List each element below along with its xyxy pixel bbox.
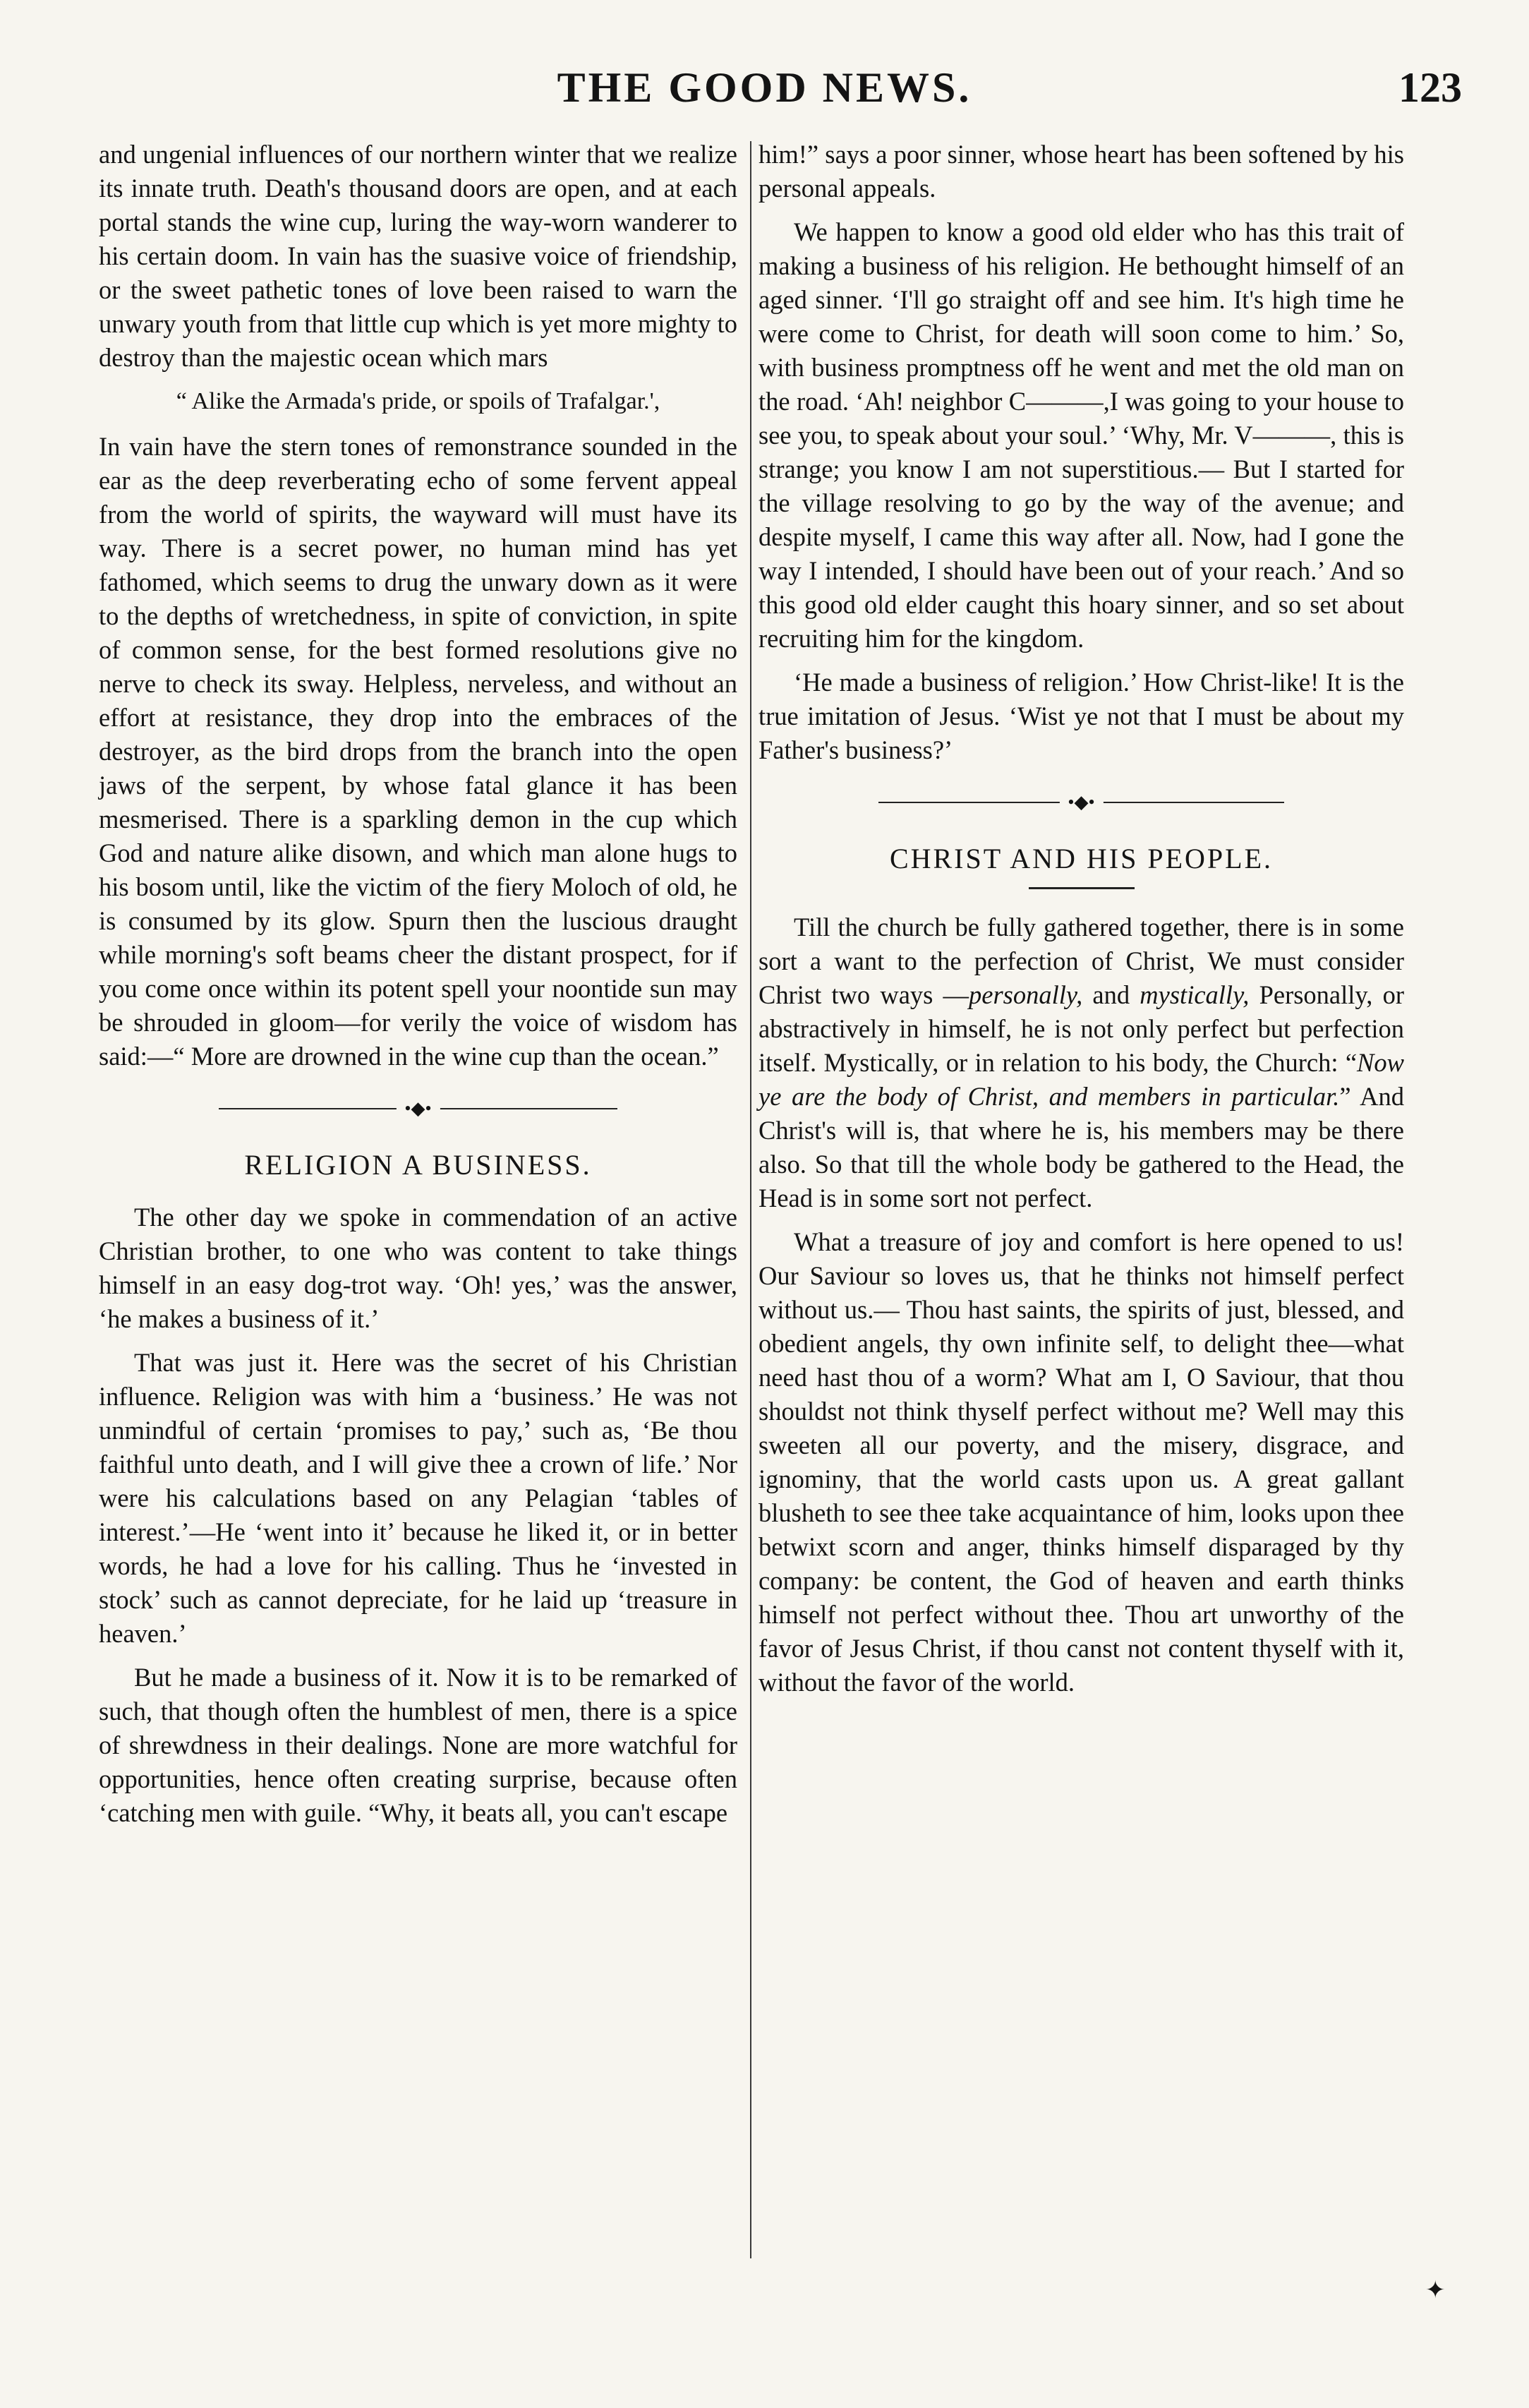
divider-ornament: •◆• (1059, 788, 1103, 817)
emphasis-text: personally, (969, 980, 1083, 1009)
right-column (759, 138, 1404, 1709)
divider-ornament: •◆• (396, 1095, 440, 1123)
section-divider (759, 788, 1404, 817)
scripture-quote: Now ye are the body of Christ, and members in particular. (759, 1048, 1404, 1111)
article-paragraph: The other day we spoke in commendation of an active Christian brother, to one who was content to take things himself in an easy dog-trot way. ‘Oh! yes,’ was the answer, ‘he makes a business of it.’ (99, 1203, 737, 1333)
article-paragraph: and ungenial influences of our northern winter that we realize its innate truth. Death's thousand doors are open, and at each portal stands the wine cup, luring the way-worn wanderer to his certain doom. In vain has the suasive voice of friendship, or the sweet pathetic tones of love been raised to warn the unwary youth from that little cup which is yet more mighty to destroy than the majestic ocean which mars (99, 140, 737, 372)
page-number: 123 (1398, 64, 1462, 111)
article-paragraph: What a treasure of joy and comfort is here opened to us! Our Saviour so loves us, that he thinks not himself perfect without us.— Thou hast saints, the spirits of just, blessed, and obedient angels, thy own infinite self, to delight thee—what need hast thou of a worm? What am I, O Saviour, that thou shouldst not think thyself perfect without me? Well may this sweeten all our poverty, and the misery, disgrace, and ignominy, that the world casts upon us. A great gallant blusheth to see thee take acquaintance of him, looks upon thee betwixt scorn and anger, thinks himself disparaged by thy company: be content, the God of heaven and earth thinks himself not perfect without thee. Thou art unworthy of the favor of Jesus Christ, if thou canst not content thyself with it, without the favor of the world. (759, 1227, 1404, 1697)
paragraph-text: and (1082, 980, 1140, 1009)
article-paragraph: In vain have the stern tones of remonstrance sounded in the ear as the deep reverberating echo of some fervent appeal from the world of spirits, the wayward will must have its way. There is a secret power, no human mind has yet fathomed, which seems to drug the unwary down as it were to the depths of wretchedness, in spite of conviction, in spite of common sense, for the best formed resolutions give no nerve to check its sway. Helpless, nerveless, and without an effort at resistance, they drop into the embraces of the destroyer, as the bird drops from the branch into the open jaws of the serpent, by whose fatal glance it has been mesmerised. There is a sparkling demon in the cup which God and nature alike disown, and which man alone hugs to his bosom until, like the victim of the fiery Moloch of old, he is consumed by its glow. Spurn then the luscious draught while morning's soft beams cheer the distant prospect, for if you come once within its potent spell your noontide sun may be shrouded in gloom—for verily the voice of wisdom has said:—“ More are drowned in the wine cup than the ocean.” (99, 432, 737, 1071)
masthead-title: THE GOOD NEWS. (557, 64, 972, 111)
article-paragraph: But he made a business of it. Now it is to be remarked of such, that though often the humblest of men, there is a spice of shrewdness in their dealings. None are more watchful for opportunities, hence often creating surprise, because often ‘catching men with guile. “Why, it beats all, you can't escape (99, 1663, 737, 1827)
verse-quote: “ Alike the Armada's pride, or spoils of Trafalgar.', (176, 388, 660, 414)
paragraph-text: ” And Christ's will is, that where he is, his members may be there also. So that till the whole body be gathered to the Head, the Head is in some sort not perfect. (759, 1082, 1405, 1212)
paragraph-text: Till the church be fully gathered together, there is in some sort a want to the perfection of Christ, We must consider Christ two ways — (759, 913, 1404, 1009)
article-paragraph: him!” says a poor sinner, whose heart has been softened by his personal appeals. (759, 140, 1404, 203)
section-heading-christ-and-his-people: CHRIST AND HIS PEOPLE. (889, 843, 1274, 874)
section-divider (99, 1095, 737, 1123)
article-paragraph (759, 910, 1404, 1215)
article-paragraph: ‘He made a business of religion.’ How Christ-like! It is the true imitation of Jesus. ‘Wist ye not that I must be about my Father's business?’ (759, 668, 1404, 764)
heading-underline (1029, 887, 1135, 889)
article-paragraph: We happen to know a good old elder who has this trait of making a business of his religion. He bethought himself of an aged sinner. ‘I'll go straight off and see him. It's high time he were come to Christ, for death will soon come to him.’ So, with business promptness off he went and met the old man on the road. ‘Ah! neighbor C———,I was going to your house to see you, to speak about your soul.’ ‘Why, Mr. V———, this is strange; you know I am not superstitious.— But I started for the village resolving to go by the way of the avenue; and despite myself, I came this way after all. Now, had I gone the way I intended, I should have been out of your reach.’ And so this good old elder caught this hoary sinner, and so set about recruiting him for the kingdom. (759, 217, 1404, 653)
emphasis-text: mystically, (1140, 980, 1250, 1009)
section-heading-religion-a-business: RELIGION A BUSINESS. (244, 1149, 592, 1181)
column-divider (750, 141, 751, 2258)
left-column (99, 138, 737, 1840)
paragraph-text: Personally, or abstractively in himself, he is not only perfect but perfection itself. Mystically, or in relation to his body, the Church: “ (759, 980, 1404, 1077)
article-paragraph: That was just it. Here was the secret of his Christian influence. Religion was with him a ‘business.’ He was not unmindful of certain ‘promises to pay,’ such as, ‘Be thou faithful unto death, and I will give thee a crown of life.’ Nor were his calculations based on any Pelagian ‘tables of interest.’—He ‘went into it’ because he liked it, or in better words, he had a love for his calling. Thus he ‘invested in stock’ such as cannot depreciate, for he laid up ‘treasure in heaven.’ (99, 1348, 737, 1648)
ink-mark-icon: ✦ (1425, 2277, 1446, 2304)
page-header (0, 64, 1529, 134)
